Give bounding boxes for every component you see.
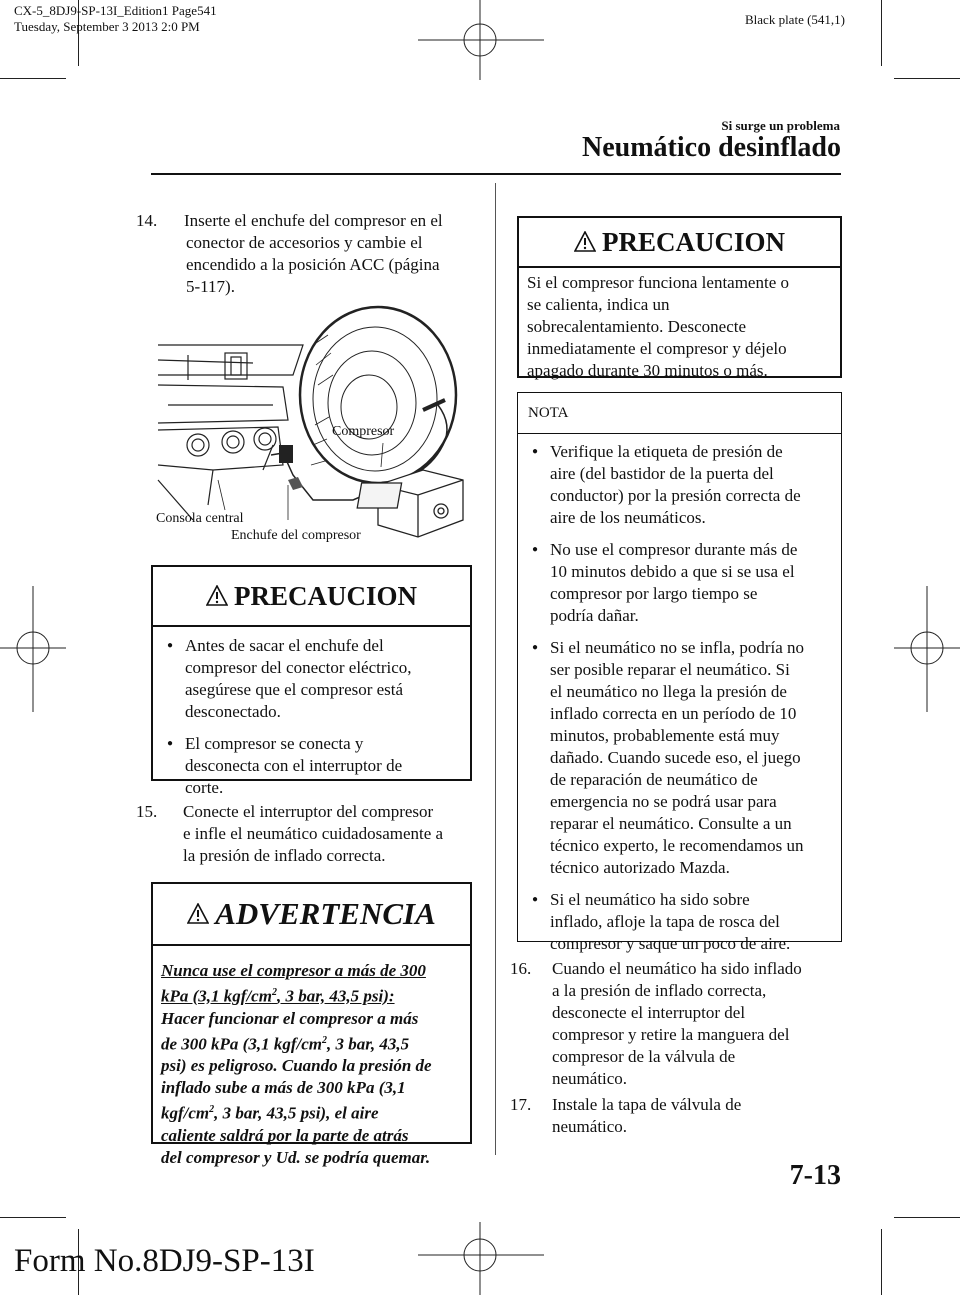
step-text-line: Conecte el interruptor del compresor <box>183 802 434 821</box>
nota-bullet: ● Si el neumático no se infla, podría no ser posible reparar el neumático. Si el neumático no llega la presión de inflado correcta en un período de 10 minutos, probablemente está muy dañado. Cuando sucede eso, el juego de reparación de neumático de emergencia no se podrá usar para reparar el neumático. Consulte a un técnico experto, le recomendamos un técnico autorizado Mazda. <box>528 637 835 879</box>
page-title: Neumático desinflado <box>582 132 841 163</box>
step-text-line: compresor de la válvula de <box>552 1047 736 1066</box>
caution-title: PRECAUCION <box>233 580 417 611</box>
caution-text-line: se calienta, indica un <box>527 295 670 314</box>
caution-box <box>151 565 472 797</box>
label-compresor: Compresor <box>332 424 395 439</box>
step-17 <box>510 1094 850 1140</box>
label-enchufe-del-compresor: Enchufe del compresor <box>231 528 361 543</box>
caution-text-line: Si el compresor funciona lentamente o <box>527 273 789 292</box>
step-text-line: encendido a la posición ACC (página <box>186 255 440 274</box>
step-text-line: desconecte el interruptor del <box>552 1003 746 1022</box>
page-number: 7-13 <box>789 1160 841 1191</box>
step-number: 17. <box>510 1095 532 1114</box>
caution-title: PRECAUCION <box>601 226 785 257</box>
warning-text: Nunca use el compresor a más de 300 kPa (3,1 kgf/$cm^2$, 3 bar, 43,5 psi): Hacer funcionar el compresor a más de 300 kPa (3,1 kgf/$cm^2$, 3 bar, 43,5 psi) es peligroso. Cuando la presión de inflado sube a más de 300 kPa (3,1 kgf/$cm^2$, 3 bar, 43,5 psi), el aire caliente saldrá por la parte de atrás del compresor y Ud. se podría quemar. <box>161 961 432 1167</box>
nota-bullet: ● Verifique la etiqueta de presión de aire (del bastidor de la puerta del conductor) por la presión correcta de aire de los neumáticos. <box>528 441 835 529</box>
nota-box <box>517 392 842 953</box>
registration-mark-top <box>418 0 544 80</box>
warning-triangle-icon <box>187 903 209 925</box>
step-text-line: Inserte el enchufe del compresor en el <box>184 211 443 230</box>
step-16 <box>510 958 850 1092</box>
warning-box <box>151 882 472 1167</box>
warning-triangle-icon <box>206 585 228 607</box>
form-number: Form No.8DJ9-SP-13I <box>14 1243 315 1279</box>
step-number: 16. <box>510 959 532 978</box>
registration-mark-bottom <box>418 1222 544 1295</box>
header-rule <box>151 173 841 175</box>
step-text-line: Instale la tapa de válvula de <box>552 1095 742 1114</box>
label-consola-central: Consola central <box>156 511 244 526</box>
step-number: 14. <box>136 211 158 230</box>
step-number: 15. <box>136 802 158 821</box>
step-text-line: neumático. <box>552 1069 628 1088</box>
step-text-line: conector de accesorios y cambie el <box>186 233 423 252</box>
column-divider <box>495 183 496 1155</box>
step-14 <box>136 210 476 300</box>
nota-title: NOTA <box>518 393 841 434</box>
caution-text-line: sobrecalentamiento. Desconecte <box>527 317 747 336</box>
print-date-line: Tuesday, September 3 2013 2:0 PM <box>14 19 200 34</box>
caution-header <box>153 567 470 627</box>
step-text-line: neumático. <box>552 1117 628 1136</box>
step-text-line: compresor y retire la manguera del <box>552 1025 790 1044</box>
warning-header <box>153 884 470 946</box>
nota-bullet: ● Si el neumático ha sido sobre inflado, afloje la tapa de rosca del compresor y saque un poco de aire. <box>528 889 835 955</box>
registration-mark-right <box>894 586 960 712</box>
section-subtitle: Si surge un problema <box>721 118 840 133</box>
step-text-line: a la presión de inflado correcta, <box>552 981 767 1000</box>
caution-text-line: inmediatamente el compresor y déjelo <box>527 339 787 358</box>
caution-bullet: ● El compresor se conecta y desconecta con el interruptor de corte. <box>163 733 460 799</box>
caution-text-line: apagado durante 30 minutos o más. <box>527 361 768 380</box>
registration-mark-left <box>0 586 66 712</box>
caution-bullet: ● Antes de sacar el enchufe del compresor del conector eléctrico, asegúrese que el compresor está desconectado. <box>163 635 460 723</box>
step-text-line: 5-117). <box>186 277 235 296</box>
print-file-line: CX-5_8DJ9-SP-13I_Edition1 Page541 <box>14 3 217 18</box>
warning-title: ADVERTENCIA <box>215 896 436 931</box>
black-plate-label: Black plate (541,1) <box>745 12 845 27</box>
step-text-line: e infle el neumático cuidadosamente a <box>183 824 444 843</box>
caution-box <box>517 216 842 378</box>
step-text-line: Cuando el neumático ha sido inflado <box>552 959 802 978</box>
step-15 <box>136 801 481 869</box>
warning-triangle-icon <box>574 231 596 253</box>
step-text-line: la presión de inflado correcta. <box>183 846 386 865</box>
nota-bullet: ● No use el compresor durante más de 10 minutos debido a que si se usa el compresor por largo tiempo se podría dañar. <box>528 539 835 627</box>
caution-header <box>519 218 840 268</box>
